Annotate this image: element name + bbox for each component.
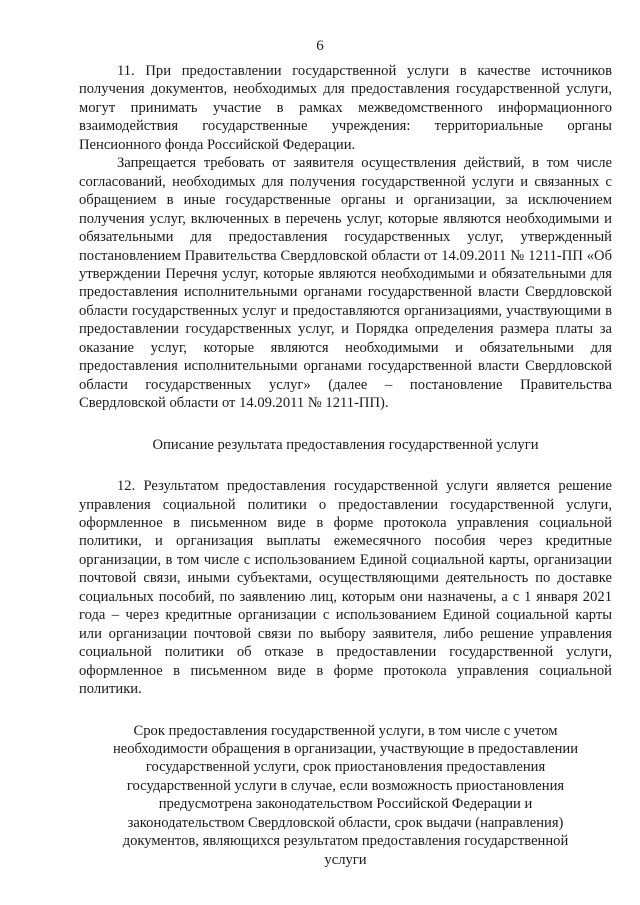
section-heading-result: Описание результата предоставления государственной услуги <box>152 436 539 453</box>
paragraph-prohibition: Запрещается требовать от заявителя осуществления действий, в том числе согласований, необходимых для получения государственной услуги и связанных с обращением в иные государственные органы и организации, за исключением получения услуг, включенных в перечень услуг, которые являются необходимыми и обязательными для предоставления государственных услуг, утвержденный постановлением Правительства Свердловской области от 14.09.2011 № 1211-ПП «Об утверждении Перечня услуг, которые являются необходимыми и обязательными для предоставления исполнительными органами государственной власти Свердловской области государственных услуг и предоставляются организациями, участвующими в предоставлении государственных услуг, и Порядка определения размера платы за оказание услуг, которые являются необходимыми и обязательными для предоставления исполнительными органами государственной власти Свердловской области государственных услуг» (далее – постановление Правительства Свердловской области от 14.09.2011 № 1211-ПП). <box>79 155 612 412</box>
paragraph-11: 11. При предоставлении государственной услуги в качестве источников получения документов, необходимых для предоставления государственной услуги, могут принимать участие в рамках межведомственного информационного взаимодействия государственные учреждения: территориальные органы Пенсионного фонда Российской Федерации. <box>79 63 612 153</box>
section-heading-term: Срок предоставления государственной услуги, в том числе с учетом необходимости обращения в организации, участвующие в предоставлении государственной услуги, срок приостановления предоставления государственной услуги в случае, если возможность приостановления предусмотрена законодательством Российской Федерации и законодательством Свердловской области, срок выдачи (направления) документов, являющихся результатом предоставления государственной услуги <box>112 722 579 868</box>
page-number: 6 <box>316 38 324 54</box>
document-body <box>79 62 612 869</box>
paragraph-12: 12. Результатом предоставления государственной услуги является решение управления социальной политики о предоставлении государственной услуги, оформленное в письменном виде в форме протокола управления социальной политики, и организация выплаты ежемесячного пособия через кредитные организации, в том числе с использованием Единой социальной карты, организации почтовой связи, иными субъектами, осуществляющими деятельность по доставке социальных пособий, по заявлению лиц, которым они назначены, а с 1 января 2021 года – через кредитные организации с использованием Единой социальной карты или организации почтовой связи по выбору заявителя, либо решение управления социальной политики об отказе в предоставлении государственной услуги, оформленное в письменном виде в форме протокола управления социальной политики. <box>79 478 612 698</box>
